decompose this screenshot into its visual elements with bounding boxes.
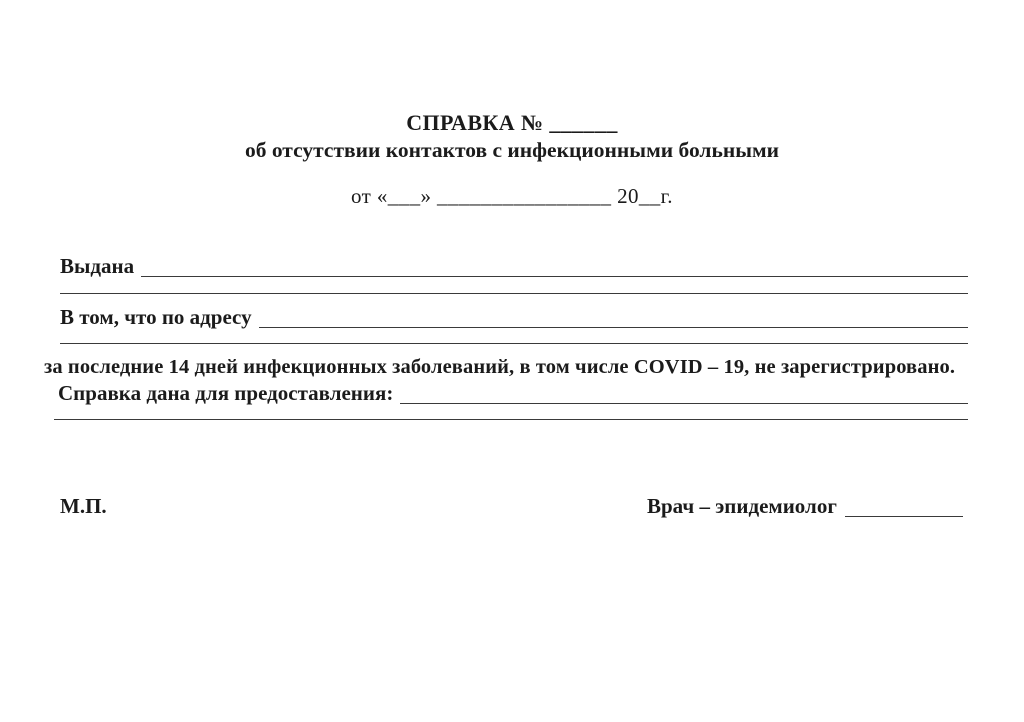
doctor-signature-row	[647, 492, 963, 520]
address-blank-line	[259, 303, 968, 328]
continuation-blank-line-3	[54, 419, 968, 420]
doctor-signature-label: Врач – эпидемиолог	[647, 494, 837, 518]
certificate-subtitle: об отсутствии контактов с инфекционными больными	[244, 138, 780, 162]
issued-to-row	[60, 252, 968, 280]
continuation-blank-line-2	[60, 343, 968, 344]
purpose-blank-line	[400, 379, 968, 404]
purpose-row	[58, 379, 968, 407]
address-row	[60, 303, 968, 331]
continuation-blank-line-1	[60, 293, 968, 294]
issued-to-label: Выдана	[60, 254, 135, 278]
date-line: от «___» ________________ 20__г.	[351, 184, 673, 208]
certificate-title: СПРАВКА № ______	[406, 110, 618, 135]
address-label: В том, что по адресу	[60, 305, 252, 329]
no-infection-statement: за последние 14 дней инфекционных заболеваний, в том числе COVID – 19, не зарегистрировано.	[44, 356, 956, 378]
purpose-label: Справка дана для предоставления:	[58, 381, 394, 405]
issued-to-blank-line	[141, 252, 968, 277]
stamp-place-label: М.П.	[60, 494, 107, 518]
doctor-signature-blank-line	[845, 492, 963, 517]
